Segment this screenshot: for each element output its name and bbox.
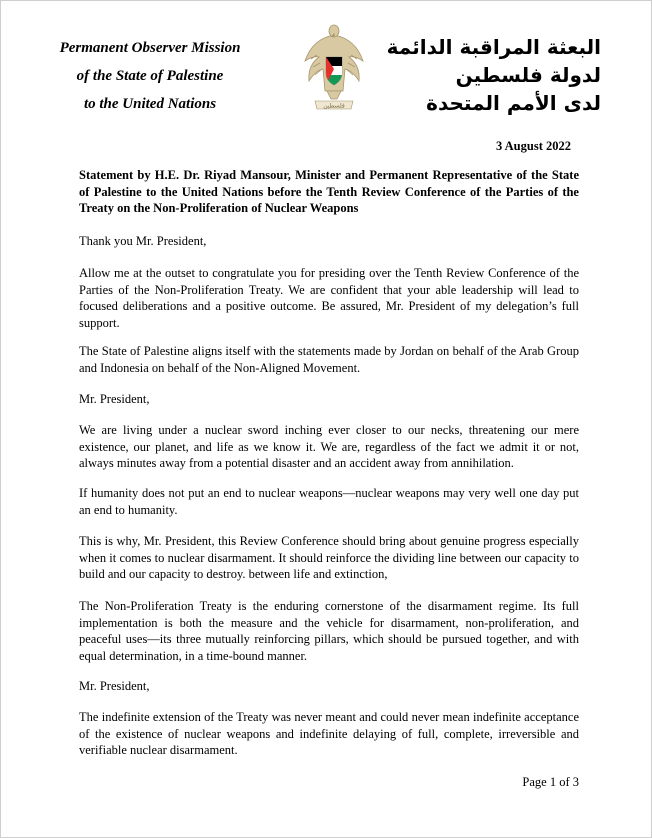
paragraph-indefinite-extension: The indefinite extension of the Treaty was never meant and could never mean indefinite acceptance of the existence of nuclear weapons and indefinite delaying of full, complete, irreversible and verifiable nuclear disarmament.	[79, 710, 579, 757]
paragraph-npt-cornerstone: The Non-Proliferation Treaty is the enduring cornerstone of the disarmament regime. Its full implementation is both the measure and the vehicle for disarmament, non-proliferation, and peaceful uses—its three mutually reinforcing pillars, which should be pursued together, and with equal determination, in a time-bound manner.	[79, 599, 579, 663]
mission-arabic-line-3: لدى الأمم المتحدة	[426, 91, 601, 115]
emblem-banner-text: فلسطين	[323, 102, 345, 110]
statement-date: 3 August 2022	[495, 139, 571, 153]
paragraph-alignment: The State of Palestine aligns itself with the statements made by Jordan on behalf of the Arab Group and Indonesia on behalf of the Non-Aligned Movement.	[79, 344, 579, 375]
paragraph-greeting: Thank you Mr. President,	[79, 234, 207, 248]
mission-line-2: of the State of Palestine	[76, 68, 224, 84]
paragraph-review-conference: This is why, Mr. President, this Review Conference should bring about genuine progress especially when it comes to nuclear disarmament. It should reinforce the dividing line between our capacity to build and our capacity to destroy. between life and extinction,	[79, 534, 579, 581]
paragraph-humanity: If humanity does not put an end to nuclear weapons—nuclear weapons may very well one day put an end to humanity.	[79, 486, 579, 517]
mission-arabic-line-2: لدولة فلسطين	[455, 63, 601, 87]
paragraph-address-2: Mr. President,	[79, 679, 150, 693]
paragraph-congratulation: Allow me at the outset to congratulate you for presiding over the Tenth Review Conference of the Parties of the Non-Proliferation Treaty. We are confident that your able leadership will lead to focused deliberations and a positive outcome. Be assured, Mr. President of my delegation’s full support.	[79, 266, 579, 330]
page-number: Page 1 of 3	[522, 775, 579, 789]
statement-title: Statement by H.E. Dr. Riyad Mansour, Minister and Permanent Representative of the State of Palestine to the United Nations before the Tenth Review Conference of the Parties of the Treaty on the Non-Proliferation of Nuclear Weapons	[79, 168, 579, 215]
mission-name-english	[35, 34, 265, 118]
palestine-eagle-emblem-icon	[301, 21, 367, 113]
mission-arabic-line-1: البعثة المراقبة الدائمة	[386, 35, 601, 59]
mission-name-arabic	[386, 33, 601, 117]
mission-line-3: to the United Nations	[83, 96, 217, 112]
mission-line-1: Permanent Observer Mission	[59, 40, 241, 56]
paragraph-nuclear-sword: We are living under a nuclear sword inching ever closer to our necks, threatening our mere existence, our planet, and life as we know it. We are, regardless of the fact we admit it or not, always minutes away from a potential disaster and an accident away from annihilation.	[79, 423, 579, 470]
paragraph-address-1: Mr. President,	[79, 392, 150, 406]
